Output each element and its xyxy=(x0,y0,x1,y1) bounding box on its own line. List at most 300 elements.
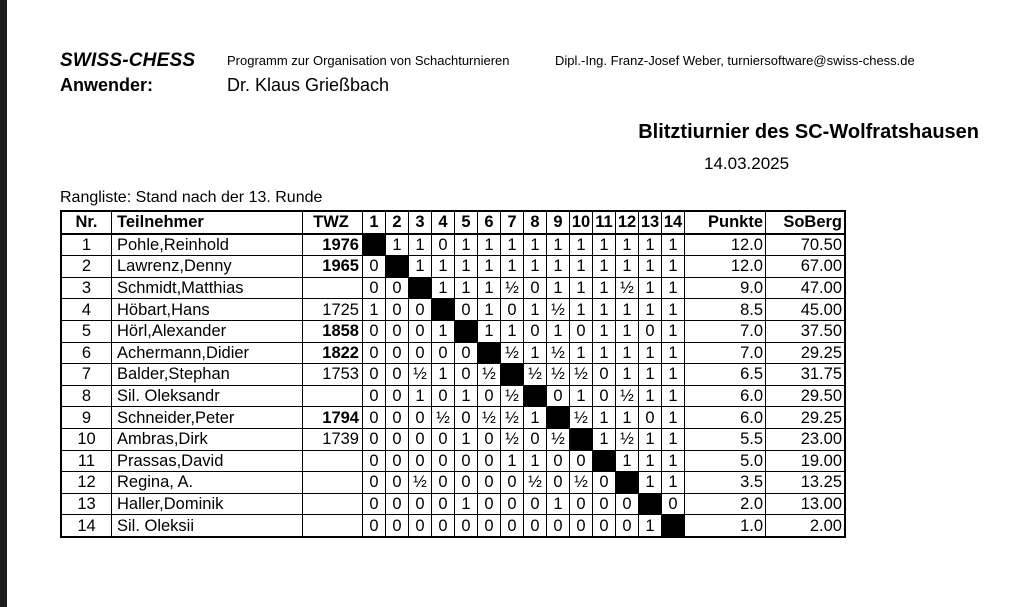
result-cell: 1 xyxy=(639,450,662,472)
rating-cell xyxy=(303,472,363,494)
points-cell: 12.0 xyxy=(685,256,766,278)
player-name-cell: Sil. Oleksandr xyxy=(112,385,303,407)
result-cell: 0 xyxy=(639,320,662,342)
result-cell: 0 xyxy=(570,515,593,537)
result-cell: 0 xyxy=(432,493,455,515)
result-cell: ½ xyxy=(570,407,593,429)
table-row xyxy=(61,320,845,342)
points-cell: 9.0 xyxy=(685,277,766,299)
points-cell: 5.0 xyxy=(685,450,766,472)
player-name-cell: Hörl,Alexander xyxy=(112,320,303,342)
result-cell: 1 xyxy=(386,234,409,256)
table-row xyxy=(61,256,845,278)
result-cell: 0 xyxy=(409,407,432,429)
player-name-cell: Regina, A. xyxy=(112,472,303,494)
result-cell: 1 xyxy=(478,256,501,278)
result-cell: 1 xyxy=(593,407,616,429)
self-pairing-cell xyxy=(593,450,616,472)
self-pairing-cell xyxy=(501,364,524,386)
col-header-round: 4 xyxy=(432,211,455,234)
result-cell: 1 xyxy=(432,364,455,386)
points-cell: 7.0 xyxy=(685,320,766,342)
rank-cell: 12 xyxy=(61,472,112,494)
rating-cell: 1794 xyxy=(303,407,363,429)
result-cell: 1 xyxy=(570,342,593,364)
result-cell: 1 xyxy=(639,256,662,278)
self-pairing-cell xyxy=(639,493,662,515)
result-cell: 1 xyxy=(639,428,662,450)
result-cell: 0 xyxy=(501,472,524,494)
col-header-round: 12 xyxy=(616,211,639,234)
col-header-round: 13 xyxy=(639,211,662,234)
result-cell: 1 xyxy=(593,234,616,256)
result-cell: ½ xyxy=(524,364,547,386)
rating-cell: 1965 xyxy=(303,256,363,278)
col-header-round: 6 xyxy=(478,211,501,234)
result-cell: 1 xyxy=(455,234,478,256)
result-cell: 0 xyxy=(363,342,386,364)
result-cell: 0 xyxy=(432,385,455,407)
tournament-title: Blitztiurnier des SC-Wolfratshausen xyxy=(638,121,979,143)
player-name-cell: Haller,Dominik xyxy=(112,493,303,515)
result-cell: 1 xyxy=(455,256,478,278)
left-edge-shadow xyxy=(0,0,7,607)
soberg-cell: 70.50 xyxy=(766,234,846,256)
result-cell: 0 xyxy=(593,385,616,407)
result-cell: 0 xyxy=(409,342,432,364)
program-subtitle: Programm zur Organisation von Schachturnieren xyxy=(227,53,510,68)
col-header-round: 2 xyxy=(386,211,409,234)
result-cell: 0 xyxy=(386,515,409,537)
result-cell: 0 xyxy=(547,385,570,407)
self-pairing-cell xyxy=(455,320,478,342)
result-cell: 0 xyxy=(455,342,478,364)
player-name-cell: Balder,Stephan xyxy=(112,364,303,386)
result-cell: 1 xyxy=(662,320,685,342)
result-cell: 0 xyxy=(524,277,547,299)
points-cell: 6.0 xyxy=(685,385,766,407)
points-cell: 1.0 xyxy=(685,515,766,537)
player-name-cell: Lawrenz,Denny xyxy=(112,256,303,278)
user-label: Anwender: xyxy=(60,75,154,95)
result-cell: 1 xyxy=(616,299,639,321)
result-cell: ½ xyxy=(524,472,547,494)
col-header-round: 11 xyxy=(593,211,616,234)
result-cell: 0 xyxy=(616,493,639,515)
result-cell: ½ xyxy=(570,364,593,386)
result-cell: 1 xyxy=(662,428,685,450)
table-row xyxy=(61,385,845,407)
result-cell: 0 xyxy=(478,472,501,494)
result-cell: ½ xyxy=(409,364,432,386)
result-cell: 0 xyxy=(409,450,432,472)
result-cell: 0 xyxy=(409,493,432,515)
col-header-round: 14 xyxy=(662,211,685,234)
result-cell: 0 xyxy=(501,299,524,321)
result-cell: 0 xyxy=(386,299,409,321)
player-name-cell: Schneider,Peter xyxy=(112,407,303,429)
soberg-cell: 13.00 xyxy=(766,493,846,515)
result-cell: 0 xyxy=(432,234,455,256)
result-cell: 1 xyxy=(662,450,685,472)
result-cell: 1 xyxy=(478,277,501,299)
points-cell: 12.0 xyxy=(685,234,766,256)
result-cell: 0 xyxy=(363,515,386,537)
result-cell: 0 xyxy=(570,320,593,342)
brand-title: SWISS-CHESS xyxy=(60,50,196,71)
result-cell: 0 xyxy=(432,450,455,472)
result-cell: 0 xyxy=(363,493,386,515)
points-cell: 2.0 xyxy=(685,493,766,515)
result-cell: 0 xyxy=(386,342,409,364)
rating-cell: 1858 xyxy=(303,320,363,342)
result-cell: 1 xyxy=(662,472,685,494)
result-cell: 0 xyxy=(363,450,386,472)
result-cell: ½ xyxy=(501,428,524,450)
result-cell: 1 xyxy=(616,234,639,256)
user-name: Dr. Klaus Grießbach xyxy=(227,75,390,95)
table-row xyxy=(61,299,845,321)
rank-cell: 2 xyxy=(61,256,112,278)
col-header-nr: Nr. xyxy=(61,211,112,234)
result-cell: 0 xyxy=(524,515,547,537)
result-cell: 1 xyxy=(547,320,570,342)
result-cell: 0 xyxy=(432,428,455,450)
player-name-cell: Prassas,David xyxy=(112,450,303,472)
result-cell: 1 xyxy=(639,515,662,537)
rank-cell: 11 xyxy=(61,450,112,472)
result-cell: 0 xyxy=(363,256,386,278)
self-pairing-cell xyxy=(409,277,432,299)
result-cell: 1 xyxy=(501,256,524,278)
result-cell: 1 xyxy=(363,299,386,321)
result-cell: ½ xyxy=(616,277,639,299)
standings-header-row xyxy=(61,211,845,234)
result-cell: 0 xyxy=(363,320,386,342)
soberg-cell: 23.00 xyxy=(766,428,846,450)
col-header-round: 5 xyxy=(455,211,478,234)
result-cell: 1 xyxy=(409,385,432,407)
result-cell: 0 xyxy=(455,407,478,429)
soberg-cell: 67.00 xyxy=(766,256,846,278)
points-cell: 8.5 xyxy=(685,299,766,321)
result-cell: ½ xyxy=(501,385,524,407)
result-cell: 0 xyxy=(386,277,409,299)
result-cell: 1 xyxy=(432,277,455,299)
rating-cell: 1753 xyxy=(303,364,363,386)
result-cell: 1 xyxy=(547,493,570,515)
result-cell: 0 xyxy=(478,385,501,407)
result-cell: 0 xyxy=(639,407,662,429)
standings-body xyxy=(61,234,845,537)
result-cell: ½ xyxy=(409,472,432,494)
result-cell: 1 xyxy=(593,428,616,450)
author-contact: Dipl.-Ing. Franz-Josef Weber, turniersoftware@swiss-chess.de xyxy=(555,53,915,68)
result-cell: 1 xyxy=(570,385,593,407)
result-cell: 0 xyxy=(455,515,478,537)
result-cell: 0 xyxy=(386,493,409,515)
result-cell: 1 xyxy=(570,234,593,256)
result-cell: 1 xyxy=(616,407,639,429)
result-cell: 0 xyxy=(432,472,455,494)
result-cell: 0 xyxy=(478,450,501,472)
result-cell: 1 xyxy=(501,450,524,472)
result-cell: 0 xyxy=(547,450,570,472)
col-header-twz: TWZ xyxy=(303,211,363,234)
points-cell: 6.5 xyxy=(685,364,766,386)
result-cell: 0 xyxy=(386,428,409,450)
table-row xyxy=(61,277,845,299)
result-cell: 0 xyxy=(386,407,409,429)
result-cell: 1 xyxy=(662,299,685,321)
self-pairing-cell xyxy=(616,472,639,494)
result-cell: 1 xyxy=(639,364,662,386)
result-cell: 0 xyxy=(593,472,616,494)
result-cell: ½ xyxy=(501,342,524,364)
result-cell: 0 xyxy=(455,299,478,321)
result-cell: 1 xyxy=(455,428,478,450)
self-pairing-cell xyxy=(386,256,409,278)
rating-cell: 1976 xyxy=(303,234,363,256)
result-cell: 1 xyxy=(501,320,524,342)
result-cell: 1 xyxy=(524,450,547,472)
result-cell: 1 xyxy=(662,385,685,407)
soberg-cell: 37.50 xyxy=(766,320,846,342)
soberg-cell: 13.25 xyxy=(766,472,846,494)
result-cell: 0 xyxy=(501,493,524,515)
result-cell: 1 xyxy=(639,385,662,407)
result-cell: 0 xyxy=(386,385,409,407)
result-cell: ½ xyxy=(432,407,455,429)
result-cell: 1 xyxy=(616,320,639,342)
rank-cell: 14 xyxy=(61,515,112,537)
result-cell: 1 xyxy=(570,256,593,278)
result-cell: 0 xyxy=(524,493,547,515)
rating-cell: 1822 xyxy=(303,342,363,364)
rating-cell: 1739 xyxy=(303,428,363,450)
result-cell: 1 xyxy=(570,277,593,299)
result-cell: ½ xyxy=(570,472,593,494)
soberg-cell: 29.50 xyxy=(766,385,846,407)
result-cell: 0 xyxy=(455,450,478,472)
result-cell: 1 xyxy=(478,299,501,321)
rating-cell xyxy=(303,450,363,472)
col-header-points: Punkte xyxy=(685,211,766,234)
result-cell: 0 xyxy=(570,450,593,472)
result-cell: 1 xyxy=(547,234,570,256)
result-cell: ½ xyxy=(478,364,501,386)
result-cell: 0 xyxy=(386,320,409,342)
result-cell: 0 xyxy=(432,342,455,364)
player-name-cell: Achermann,Didier xyxy=(112,342,303,364)
rank-cell: 9 xyxy=(61,407,112,429)
result-cell: 1 xyxy=(455,493,478,515)
self-pairing-cell xyxy=(547,407,570,429)
points-cell: 3.5 xyxy=(685,472,766,494)
col-header-round: 7 xyxy=(501,211,524,234)
player-name-cell: Sil. Oleksii xyxy=(112,515,303,537)
result-cell: 0 xyxy=(570,493,593,515)
result-cell: 1 xyxy=(547,256,570,278)
points-cell: 5.5 xyxy=(685,428,766,450)
result-cell: 1 xyxy=(616,364,639,386)
self-pairing-cell xyxy=(570,428,593,450)
result-cell: 1 xyxy=(662,407,685,429)
result-cell: 1 xyxy=(593,320,616,342)
result-cell: 0 xyxy=(593,364,616,386)
soberg-cell: 29.25 xyxy=(766,407,846,429)
soberg-cell: 2.00 xyxy=(766,515,846,537)
result-cell: 0 xyxy=(524,320,547,342)
self-pairing-cell xyxy=(363,234,386,256)
result-cell: 0 xyxy=(363,472,386,494)
col-header-round: 1 xyxy=(363,211,386,234)
rank-cell: 13 xyxy=(61,493,112,515)
rank-cell: 5 xyxy=(61,320,112,342)
result-cell: ½ xyxy=(547,342,570,364)
result-cell: 1 xyxy=(616,342,639,364)
result-cell: 1 xyxy=(478,320,501,342)
self-pairing-cell xyxy=(478,342,501,364)
result-cell: 1 xyxy=(593,299,616,321)
result-cell: 1 xyxy=(662,342,685,364)
self-pairing-cell xyxy=(432,299,455,321)
table-row xyxy=(61,493,845,515)
rank-cell: 1 xyxy=(61,234,112,256)
table-row xyxy=(61,472,845,494)
col-header-soberg: SoBerg xyxy=(766,211,846,234)
result-cell: 0 xyxy=(524,428,547,450)
result-cell: ½ xyxy=(547,428,570,450)
result-cell: 1 xyxy=(593,256,616,278)
table-row xyxy=(61,342,845,364)
result-cell: 1 xyxy=(524,342,547,364)
result-cell: 0 xyxy=(478,428,501,450)
result-cell: 1 xyxy=(593,342,616,364)
result-cell: ½ xyxy=(501,277,524,299)
result-cell: 1 xyxy=(639,277,662,299)
result-cell: 1 xyxy=(524,407,547,429)
player-name-cell: Pohle,Reinhold xyxy=(112,234,303,256)
table-row xyxy=(61,407,845,429)
rating-cell xyxy=(303,385,363,407)
result-cell: 1 xyxy=(662,364,685,386)
table-row xyxy=(61,515,845,537)
standings-table xyxy=(60,210,846,538)
result-cell: ½ xyxy=(547,299,570,321)
table-row xyxy=(61,450,845,472)
result-cell: 0 xyxy=(432,515,455,537)
result-cell: 1 xyxy=(616,450,639,472)
result-cell: 0 xyxy=(386,472,409,494)
rank-cell: 4 xyxy=(61,299,112,321)
result-cell: 1 xyxy=(639,472,662,494)
result-cell: 1 xyxy=(593,277,616,299)
soberg-cell: 19.00 xyxy=(766,450,846,472)
result-cell: 1 xyxy=(616,256,639,278)
result-cell: 0 xyxy=(363,428,386,450)
result-cell: 1 xyxy=(478,234,501,256)
result-cell: 1 xyxy=(455,277,478,299)
result-cell: 1 xyxy=(547,277,570,299)
result-cell: 0 xyxy=(478,515,501,537)
result-cell: 0 xyxy=(363,364,386,386)
result-cell: 1 xyxy=(662,234,685,256)
result-cell: 1 xyxy=(409,256,432,278)
result-cell: 0 xyxy=(363,277,386,299)
points-cell: 7.0 xyxy=(685,342,766,364)
soberg-cell: 47.00 xyxy=(766,277,846,299)
self-pairing-cell xyxy=(662,515,685,537)
result-cell: ½ xyxy=(501,407,524,429)
col-header-round: 3 xyxy=(409,211,432,234)
table-row xyxy=(61,364,845,386)
result-cell: ½ xyxy=(616,428,639,450)
soberg-cell: 29.25 xyxy=(766,342,846,364)
result-cell: 1 xyxy=(662,256,685,278)
points-cell: 6.0 xyxy=(685,407,766,429)
result-cell: 0 xyxy=(455,364,478,386)
rank-cell: 3 xyxy=(61,277,112,299)
self-pairing-cell xyxy=(524,385,547,407)
result-cell: 0 xyxy=(593,515,616,537)
result-cell: 1 xyxy=(639,342,662,364)
soberg-cell: 45.00 xyxy=(766,299,846,321)
result-cell: 1 xyxy=(524,234,547,256)
result-cell: 0 xyxy=(363,385,386,407)
result-cell: 0 xyxy=(547,472,570,494)
result-cell: 0 xyxy=(547,515,570,537)
result-cell: 0 xyxy=(409,515,432,537)
result-cell: 1 xyxy=(639,299,662,321)
result-cell: 1 xyxy=(524,256,547,278)
result-cell: 0 xyxy=(363,407,386,429)
result-cell: 0 xyxy=(386,364,409,386)
result-cell: 0 xyxy=(409,428,432,450)
table-row xyxy=(61,428,845,450)
result-cell: 1 xyxy=(455,385,478,407)
result-cell: 1 xyxy=(570,299,593,321)
player-name-cell: Ambras,Dirk xyxy=(112,428,303,450)
col-header-name: Teilnehmer xyxy=(112,211,303,234)
rank-cell: 7 xyxy=(61,364,112,386)
result-cell: ½ xyxy=(547,364,570,386)
result-cell: ½ xyxy=(616,385,639,407)
soberg-cell: 31.75 xyxy=(766,364,846,386)
col-header-round: 8 xyxy=(524,211,547,234)
result-cell: 0 xyxy=(501,515,524,537)
result-cell: 0 xyxy=(386,450,409,472)
col-header-round: 9 xyxy=(547,211,570,234)
result-cell: 1 xyxy=(524,299,547,321)
result-cell: 0 xyxy=(478,493,501,515)
result-cell: 0 xyxy=(662,493,685,515)
col-header-round: 10 xyxy=(570,211,593,234)
result-cell: 0 xyxy=(409,320,432,342)
player-name-cell: Höbart,Hans xyxy=(112,299,303,321)
player-name-cell: Schmidt,Matthias xyxy=(112,277,303,299)
rank-cell: 6 xyxy=(61,342,112,364)
rating-cell: 1725 xyxy=(303,299,363,321)
standings-caption: Rangliste: Stand nach der 13. Runde xyxy=(60,189,323,206)
result-cell: 0 xyxy=(409,299,432,321)
table-row xyxy=(61,234,845,256)
tournament-date: 14.03.2025 xyxy=(704,154,790,173)
result-cell: 1 xyxy=(501,234,524,256)
result-cell: 1 xyxy=(432,320,455,342)
rank-cell: 8 xyxy=(61,385,112,407)
result-cell: 0 xyxy=(455,472,478,494)
